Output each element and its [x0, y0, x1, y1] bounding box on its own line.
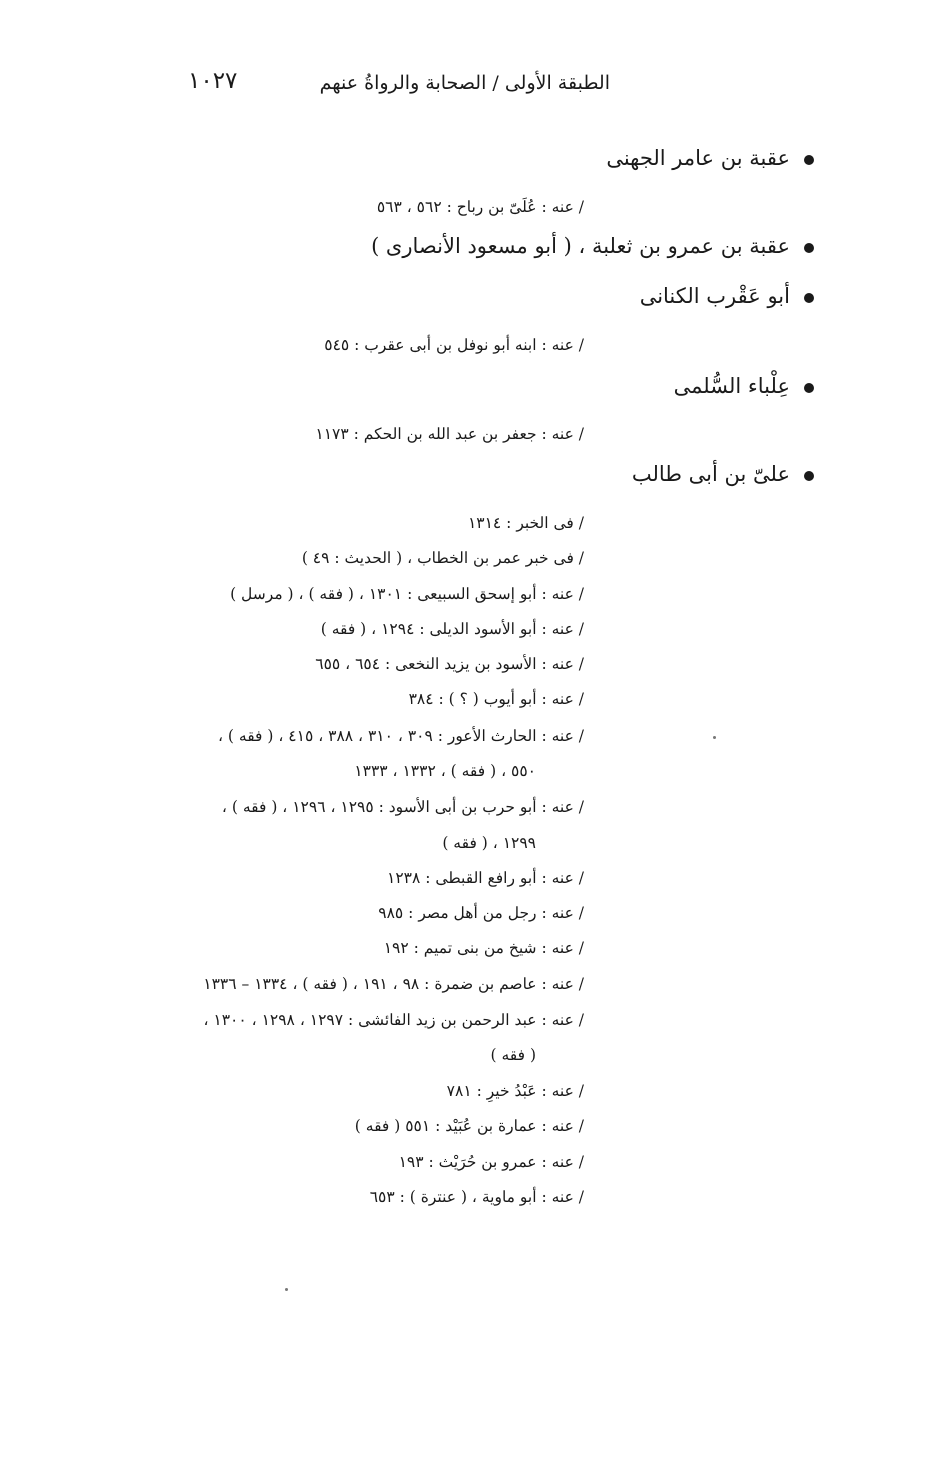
entry-line: / عنه : جعفر بن عبد الله بن الحكم : ١١٧٣ — [315, 425, 584, 443]
entry-line: / عنه : الحارث الأعور : ٣٠٩ ، ٣١٠ ، ٣٨٨ ، ٤١٥ ، ( فقه ) ، — [218, 727, 584, 745]
entry-heading: علىّ بن أبى طالب — [632, 462, 814, 486]
entry-line-continuation: ٥٥٠ ، ( فقه ) ، ١٣٣٢ ، ١٣٣٣ — [354, 762, 536, 780]
entry-line: / عنه : أبو أيوب ( ؟ ) : ٣٨٤ — [408, 690, 584, 708]
entry-line: / عنه : ابنه أبو نوفل بن أبى عقرب : ٥٤٥ — [324, 336, 584, 354]
entry-line: / عنه : عاصم بن ضمرة : ٩٨ ، ١٩١ ، ( فقه ) ، ١٣٣٤ – ١٣٣٦ — [203, 975, 584, 993]
entry-line: / فى الخبر : ١٣١٤ — [467, 514, 584, 532]
entry-line: / فى خبر عمر بن الخطاب ، ( الحديث : ٤٩ ) — [301, 549, 584, 567]
entry-line: / عنه : الأسود بن يزيد النخعى : ٦٥٤ ، ٦٥٥ — [315, 655, 584, 673]
bullet-icon — [804, 243, 814, 253]
bullet-icon — [804, 155, 814, 165]
entry-line-continuation: ( فقه ) — [490, 1046, 536, 1064]
page-number: ١٠٢٧ — [188, 68, 238, 94]
running-header-title: الطبقة الأولى / الصحابة والرواةُ عنهم — [319, 72, 610, 94]
bullet-icon — [804, 293, 814, 303]
entry-line: / عنه : عُلَىّ بن رباح : ٥٦٢ ، ٥٦٣ — [376, 198, 584, 216]
entry-heading: أبو عَقْرب الكنانى — [640, 284, 814, 308]
entry-line: / عنه : أبو رافع القبطى : ١٢٣٨ — [387, 869, 584, 887]
entry-line: / عنه : عمارة بن عُبَيْد : ٥٥١ ( فقه ) — [354, 1117, 584, 1135]
scan-speck — [713, 736, 716, 739]
bullet-icon — [804, 383, 814, 393]
entry-line: / عنه : رجل من أهل مصر : ٩٨٥ — [378, 904, 584, 922]
entry-line-continuation: ١٢٩٩ ، ( فقه ) — [442, 834, 536, 852]
entry-line: / عنه : أبو الأسود الديلى : ١٢٩٤ ، ( فقه ) — [320, 620, 584, 638]
entry-heading: عِلْباء السُّلمى — [674, 374, 814, 398]
entry-line: / عنه : أبو ماوية ، ( عنترة ) : ٦٥٣ — [369, 1188, 584, 1206]
entry-line: / عنه : شيخ من بنى تميم : ١٩٢ — [383, 939, 584, 957]
scan-speck — [285, 1288, 288, 1291]
bullet-icon — [804, 471, 814, 481]
entry-heading: عقبة بن عمرو بن ثعلبة ، ( أبو مسعود الأنصارى ) — [371, 234, 814, 258]
entry-line: / عنه : عَبْدُ خيرِ : ٧٨١ — [446, 1082, 584, 1100]
entry-line: / عنه : أبو حرب بن أبى الأسود : ١٢٩٥ ، ١٢٩٦ ، ( فقه ) ، — [221, 798, 584, 816]
entry-line: / عنه : عمرو بن حُرَيْث : ١٩٣ — [398, 1153, 584, 1171]
entry-line: / عنه : أبو إسحق السبيعى : ١٣٠١ ، ( فقه ) ، ( مرسل ) — [230, 585, 584, 603]
entry-line: / عنه : عبد الرحمن بن زيد الفائشى : ١٢٩٧ ، ١٢٩٨ ، ١٣٠٠ ، — [203, 1011, 584, 1029]
entry-heading: عقبة بن عامر الجهنى — [606, 146, 814, 170]
